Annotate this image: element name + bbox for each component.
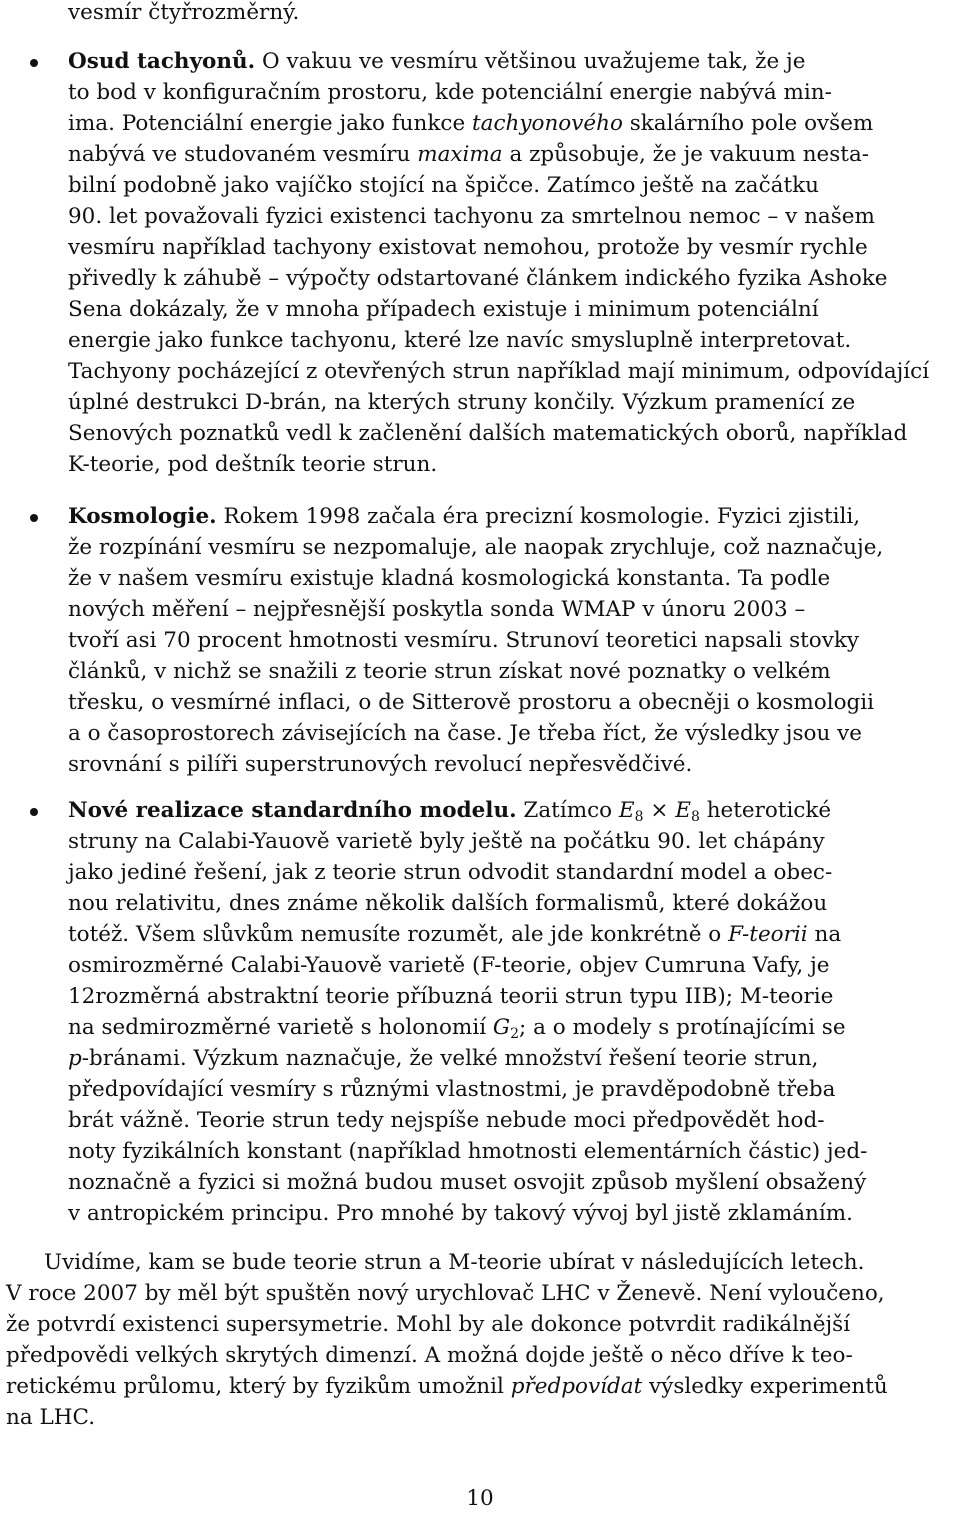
text-fragment: srovnání s pilíři superstrunových revolucí nepřesvědčivé. bbox=[68, 752, 693, 777]
text-fragment: jako jediné řešení, jak z teorie strun odvodit standardní model a obec- bbox=[68, 860, 833, 885]
text-line bbox=[68, 204, 875, 230]
bullet-icon bbox=[30, 514, 38, 522]
text-fragment: úplné destrukci D-brán, na kterých struny končily. Výzkum pramenící ze bbox=[68, 390, 856, 415]
page-number: 10 bbox=[466, 1486, 494, 1511]
text-line bbox=[68, 1015, 846, 1041]
text-fragment: brát vážně. Teorie strun tedy nejspíše nebude moci předpovědět hod- bbox=[68, 1108, 825, 1133]
text-line bbox=[6, 1405, 95, 1431]
text-fragment: v antropickém principu. Pro mnohé by takový vývoj byl jistě zklamáním. bbox=[68, 1201, 854, 1226]
text-line bbox=[68, 0, 299, 26]
text-fragment: K-teorie, pod deštník teorie strun. bbox=[68, 452, 438, 477]
math-symbol: E bbox=[675, 798, 691, 823]
text-line bbox=[68, 829, 825, 855]
text-fragment: totéž. Všem slůvkům nemusíte rozumět, ale jde konkrétně o bbox=[68, 922, 729, 947]
text-line bbox=[68, 984, 833, 1010]
text-fragment: noty fyzikálních konstant (například hmotnosti elementárních částic) jed- bbox=[68, 1139, 868, 1164]
text-fragment: článků, v nichž se snažili z teorie strun získat nové poznatky o velkém bbox=[68, 659, 831, 684]
text-fragment: že v našem vesmíru existuje kladná kosmologická konstanta. Ta podle bbox=[68, 566, 831, 591]
text-line bbox=[68, 1108, 824, 1134]
text-line bbox=[68, 49, 805, 75]
text-line bbox=[68, 860, 832, 886]
text-line bbox=[68, 690, 874, 716]
math-symbol: p bbox=[68, 1046, 82, 1071]
text-line bbox=[68, 566, 830, 592]
bullet-icon bbox=[30, 59, 38, 67]
text-line bbox=[68, 142, 869, 168]
text-fragment: Uvidíme, kam se bude teorie strun a M-teorie ubírat v následujících letech. bbox=[44, 1250, 865, 1275]
text-line bbox=[68, 80, 832, 106]
text-line bbox=[6, 1281, 885, 1307]
text-fragment: Rokem 1998 začala éra precizní kosmologie. Fyzici zjistili, bbox=[216, 504, 861, 529]
emphasis: předpovídat bbox=[510, 1374, 643, 1399]
text-line bbox=[68, 953, 830, 979]
text-fragment: Senových poznatků vedl k začlenění dalších matematických oborů, například bbox=[68, 421, 908, 446]
text-fragment: přivedly k záhubě – výpočty odstartované článkem indického fyzika Ashoke bbox=[68, 266, 888, 291]
text-fragment: vesmíru například tachyony existovat nemohou, protože by vesmír rychle bbox=[68, 235, 868, 260]
text-fragment: retickému průlomu, který by fyzikům umožnil bbox=[6, 1374, 511, 1399]
text-line bbox=[6, 1343, 853, 1369]
text-fragment: že rozpínání vesmíru se nezpomaluje, ale naopak zrychluje, což naznačuje, bbox=[68, 535, 884, 560]
text-fragment: struny na Calabi-Yauově varietě byly ještě na počátku 90. let chápány bbox=[68, 829, 825, 854]
text-fragment: Tachyony pocházející z otevřených strun například mají minimum, odpovídající bbox=[68, 359, 930, 384]
math-subscript: 8 bbox=[690, 809, 700, 825]
text-line bbox=[68, 891, 827, 917]
text-line bbox=[68, 266, 888, 292]
text-line bbox=[68, 235, 868, 261]
text-fragment: Sena dokázaly, že v mnoha případech existuje i minimum potenciální bbox=[68, 297, 819, 322]
math-operator: × bbox=[643, 798, 676, 823]
text-fragment: třesku, o vesmírné inflaci, o de Sitterově prostoru a obecněji o kosmologii bbox=[68, 690, 875, 715]
text-line bbox=[68, 359, 929, 385]
text-line bbox=[68, 1139, 867, 1165]
math-subscript: 2 bbox=[510, 1026, 520, 1042]
text-line bbox=[68, 1046, 818, 1072]
text-line bbox=[68, 922, 841, 948]
text-fragment: na sedmirozměrné varietě s holonomií bbox=[68, 1015, 493, 1040]
text-fragment: noznačně a fyzici si možná budou muset osvojit způsob myšlení obsažený bbox=[68, 1170, 867, 1195]
text-fragment: vesmír čtyřrozměrný. bbox=[68, 0, 300, 25]
emphasis: F-teorii bbox=[728, 922, 808, 947]
text-line bbox=[68, 659, 831, 685]
text-fragment: a způsobuje, že je vakuum nesta- bbox=[502, 142, 870, 167]
emphasis: tachyonového bbox=[472, 111, 623, 136]
text-fragment: osmirozměrné Calabi-Yauově varietě (F-teorie, objev Cumruna Vafy, je bbox=[68, 953, 830, 978]
text-fragment: heterotické bbox=[699, 798, 832, 823]
text-fragment: a o časoprostorech závisejících na čase. Je třeba říct, že výsledky jsou ve bbox=[68, 721, 862, 746]
emphasis: maxima bbox=[417, 142, 503, 167]
item-heading: Nové realizace standardního modelu. bbox=[68, 798, 517, 823]
item-heading: Osud tachyonů. bbox=[68, 49, 256, 74]
text-fragment: na LHC. bbox=[6, 1405, 96, 1430]
text-line bbox=[68, 535, 883, 561]
text-fragment: -bránami. Výzkum naznačuje, že velké množství řešení teorie strun, bbox=[81, 1046, 819, 1071]
text-fragment: nou relativitu, dnes známe několik dalších formalismů, které dokážou bbox=[68, 891, 828, 916]
text-line bbox=[68, 1170, 866, 1196]
text-line bbox=[68, 628, 859, 654]
item-heading: Kosmologie. bbox=[68, 504, 217, 529]
text-fragment: na bbox=[807, 922, 842, 947]
text-fragment: V roce 2007 by měl být spuštěn nový urychlovač LHC v Ženevě. Není vyloučeno, bbox=[6, 1281, 885, 1306]
text-line bbox=[6, 1312, 850, 1338]
text-fragment: výsledky experimentů bbox=[642, 1374, 888, 1399]
text-fragment: Zatímco bbox=[516, 798, 619, 823]
text-fragment: tvoří asi 70 procent hmotnosti vesmíru. Strunoví teoretici napsali stovky bbox=[68, 628, 860, 653]
text-fragment: že potvrdí existenci supersymetrie. Mohl by ale dokonce potvrdit radikálnější bbox=[6, 1312, 851, 1337]
text-line bbox=[68, 1077, 835, 1103]
text-fragment: nových měření – nejpřesnější poskytla sonda WMAP v únoru 2003 – bbox=[68, 597, 806, 622]
text-line bbox=[68, 328, 851, 354]
bullet-icon bbox=[30, 808, 38, 816]
text-fragment: 12rozměrná abstraktní teorie příbuzná teorii strun typu IIB); M-teorie bbox=[68, 984, 834, 1009]
text-line bbox=[68, 504, 860, 530]
math-symbol: G bbox=[492, 1015, 511, 1040]
text-line bbox=[68, 798, 831, 824]
text-line bbox=[68, 421, 907, 447]
text-line bbox=[68, 111, 873, 137]
text-line bbox=[44, 1250, 864, 1276]
text-fragment: předpovídající vesmíry s různými vlastnostmi, je pravděpodobně třeba bbox=[68, 1077, 836, 1102]
text-fragment: nabývá ve studovaném vesmíru bbox=[68, 142, 418, 167]
text-line bbox=[68, 452, 437, 478]
text-fragment: to bod v konfiguračním prostoru, kde potenciální energie nabývá min- bbox=[68, 80, 832, 105]
text-line bbox=[68, 597, 805, 623]
text-line bbox=[68, 390, 855, 416]
text-fragment: předpovědi velkých skrytých dimenzí. A možná dojde ještě o něco dříve k teo- bbox=[6, 1343, 853, 1368]
text-line bbox=[68, 1201, 853, 1227]
text-line bbox=[6, 1374, 888, 1400]
text-fragment: ; a o modely s protínajícími se bbox=[519, 1015, 846, 1040]
text-fragment: ima. Potenciální energie jako funkce bbox=[68, 111, 473, 136]
math-subscript: 8 bbox=[634, 809, 644, 825]
text-line bbox=[68, 297, 819, 323]
text-line bbox=[68, 752, 692, 778]
text-fragment: skalárního pole ovšem bbox=[622, 111, 874, 136]
math-symbol: E bbox=[618, 798, 635, 823]
text-fragment: O vakuu ve vesmíru většinou uvažujeme tak, že je bbox=[255, 49, 806, 74]
text-line bbox=[68, 173, 819, 199]
text-fragment: 90. let považovali fyzici existenci tachyonu za smrtelnou nemoc – v našem bbox=[68, 204, 875, 229]
text-line bbox=[68, 721, 862, 747]
text-fragment: bilní podobně jako vajíčko stojící na špičce. Zatímco ještě na začátku bbox=[68, 173, 819, 198]
text-fragment: energie jako funkce tachyonu, které lze navíc smysluplně interpretovat. bbox=[68, 328, 852, 353]
